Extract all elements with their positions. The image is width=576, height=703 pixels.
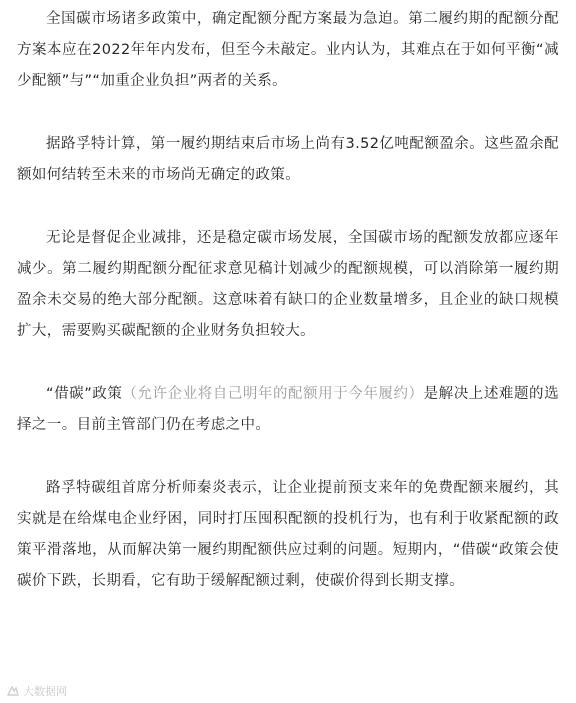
paragraph-analyst-quote: 路孚特碳组首席分析师秦炎表示，让企业提前预支来年的免费配额来履约，其实就是在给煤电企业纾困，同时打压囤积配额的投机行为，也有利于收紧配额的政策平滑落地，从而解决第一履约期配额供应过剩的问题。短期内，“借碳“政策会使碳价下跌，长期看，它有助于缓解配额过剩，使碳价得到长期支撑。 xyxy=(17,480,559,589)
paragraph-spacer xyxy=(17,97,559,129)
paragraph-surplus: 据路孚特计算，第一履约期结束后市场上尚有3.52亿吨配额盈余。这些盈余配额如何结转至未来的市场尚无确定的政策。 xyxy=(17,136,559,183)
paragraph-spacer xyxy=(17,191,559,223)
borrow-carbon-note: （允许企业将自己明年的配额用于今年履约） xyxy=(122,386,424,402)
paragraph-reduction: 无论是督促企业减排，还是稳定碳市场发展，全国碳市场的配额发放都应逐年减少。第二履约期配额分配征求意见稿计划减少的配额规模，可以消除第一履约期盈余未交易的绝大部分配额。这意味着有缺口的企业数量增多，且企业的缺口规模扩大，需要购买碳配额的企业财务负担较大。 xyxy=(17,230,559,339)
paragraph-spacer xyxy=(17,441,559,473)
borrow-carbon-lead: “借碳”政策 xyxy=(46,386,123,402)
borrow-carbon-tail: 是解决上述难题的选择之一。目前主管部门仍在考虑之中。 xyxy=(17,386,559,433)
watermark-text: 大数据网 xyxy=(23,685,67,698)
paragraph-spacer xyxy=(17,347,559,379)
paragraph-allocation-plan: 全国碳市场诸多政策中，确定配额分配方案最为急迫。第二履约期的配额分配方案本应在2022年年内发布，但至今未敲定。业内认为，其难点在于如何平衡“减少配额”与”“加重企业负担”两者的关系。 xyxy=(17,11,559,89)
watermark xyxy=(6,683,67,699)
paragraph-borrow-carbon xyxy=(17,379,559,441)
watermark-logo-icon xyxy=(6,685,20,697)
